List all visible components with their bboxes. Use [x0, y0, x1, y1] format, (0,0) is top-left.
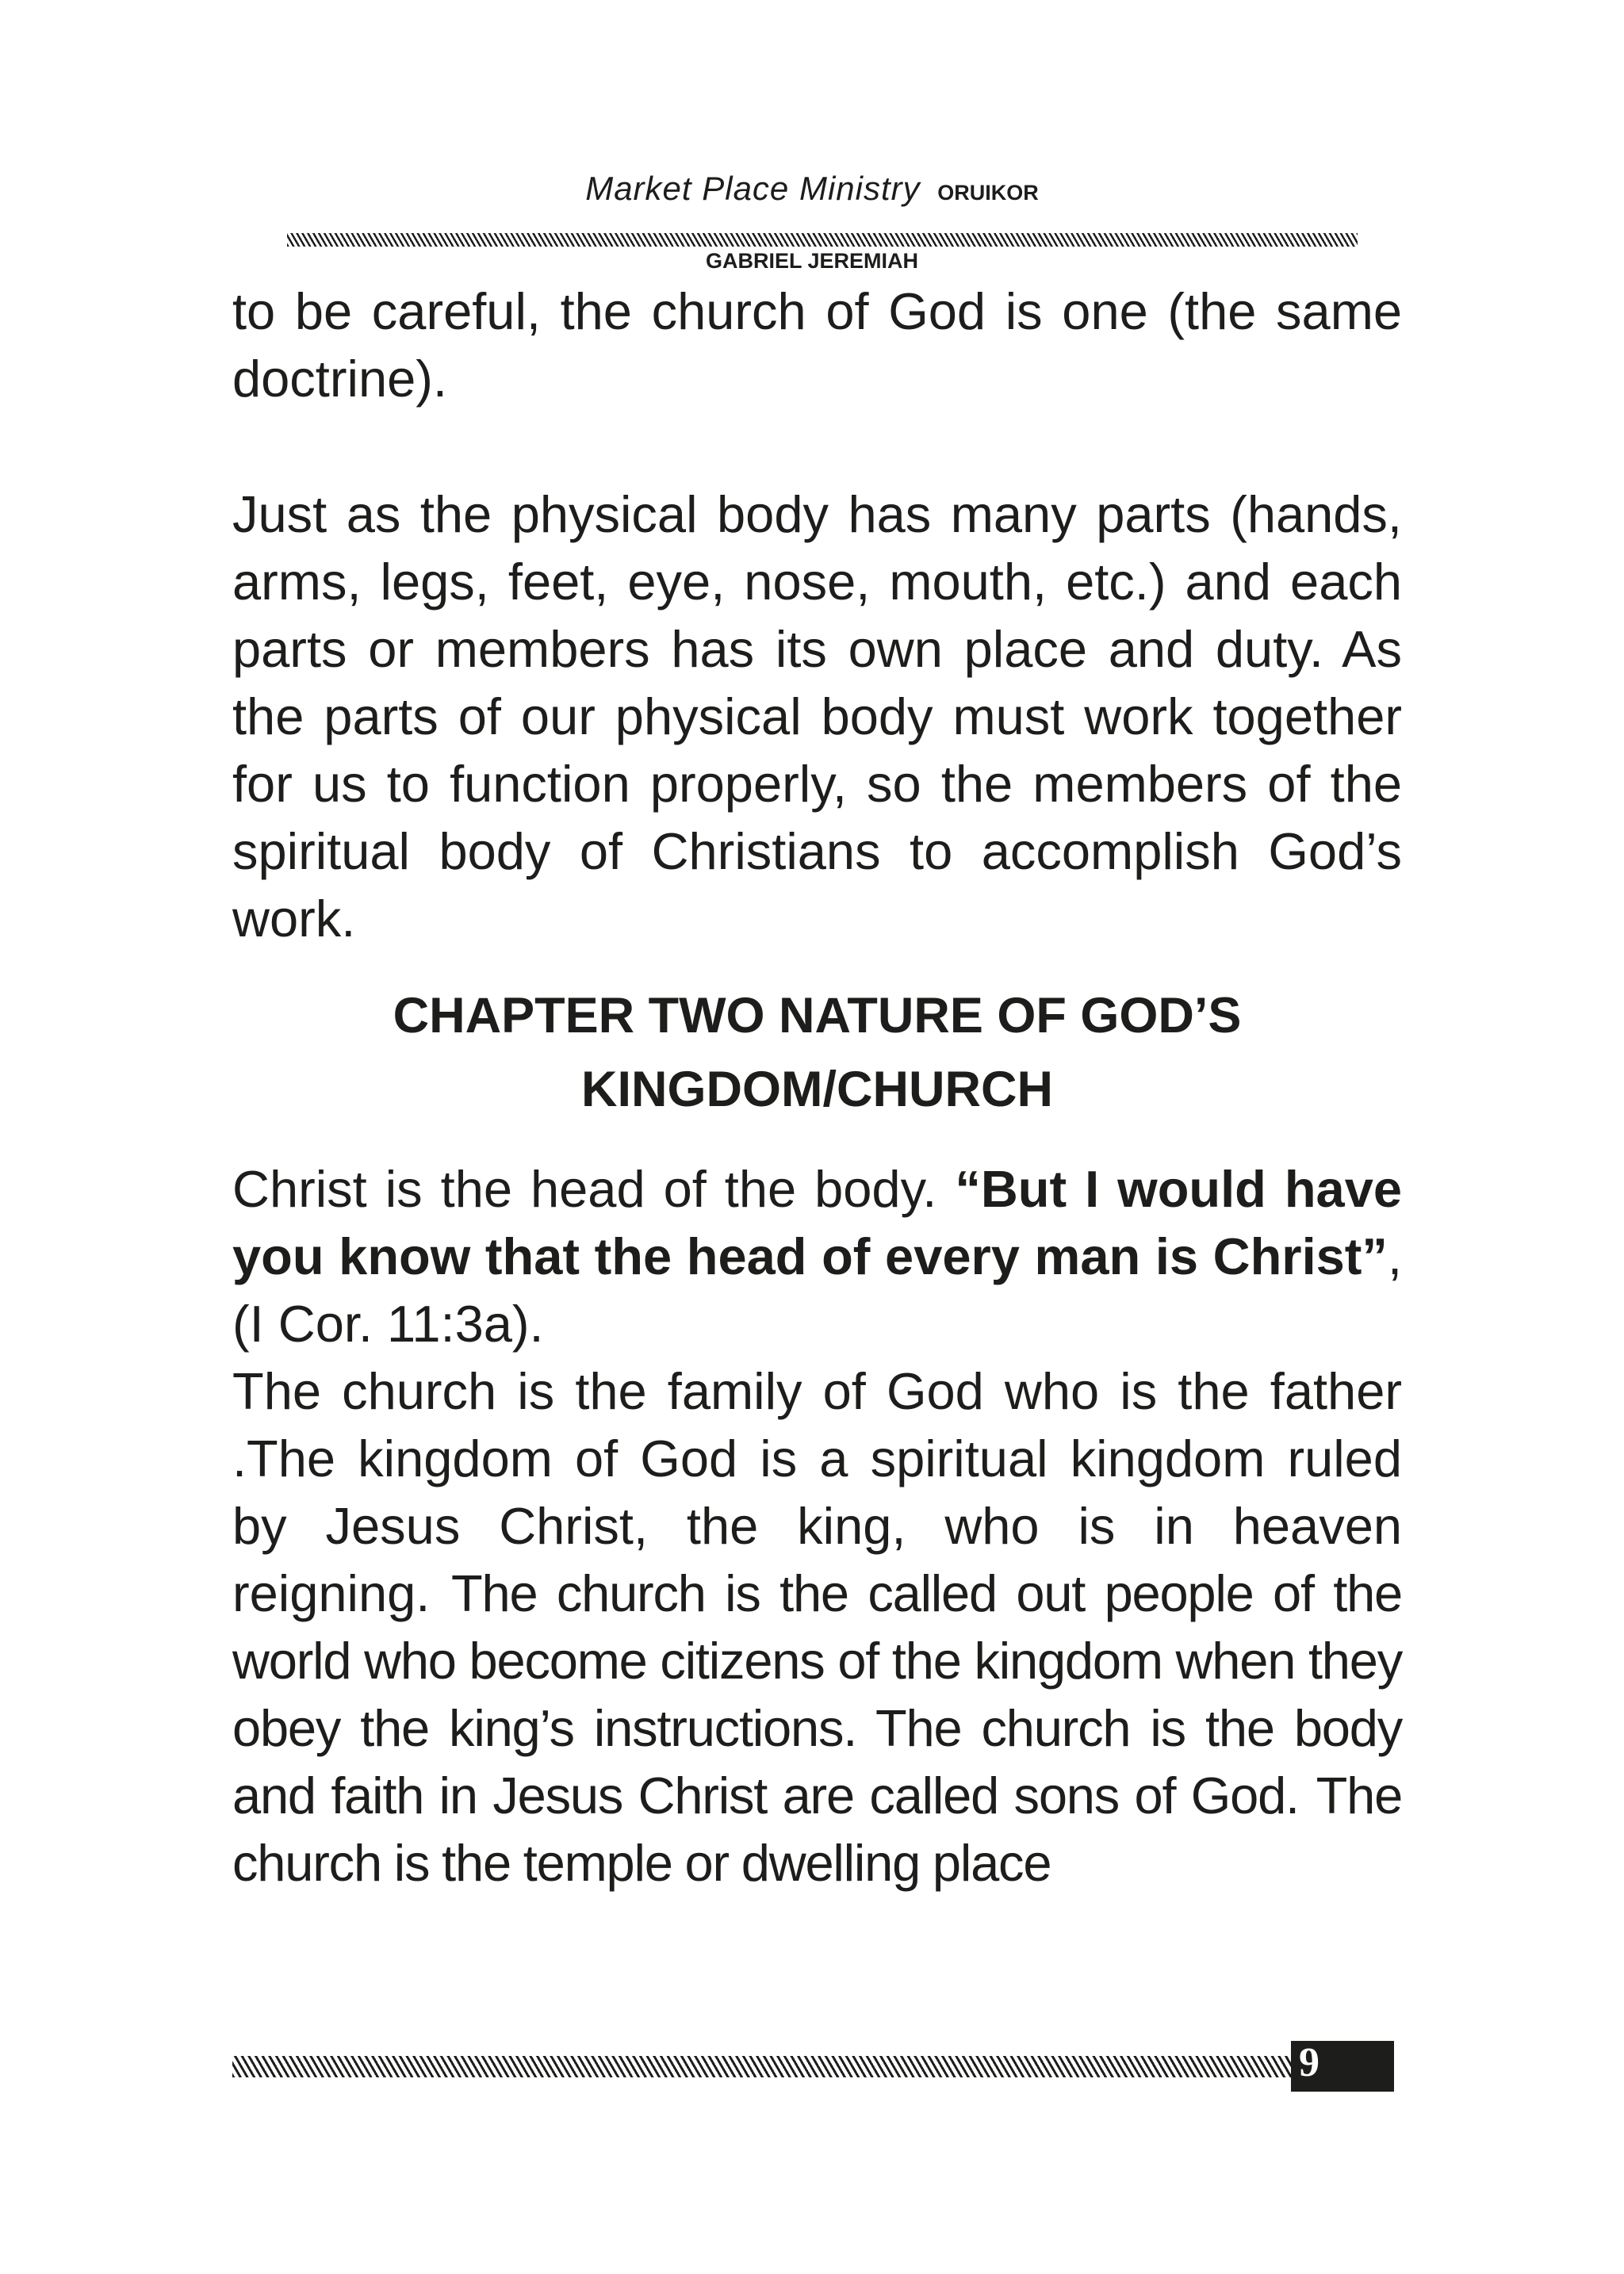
paragraph-church-family [232, 1357, 1402, 1897]
scripture-quote: “But I would have you know that the head of every man is Christ” [232, 1160, 1403, 1285]
chapter-heading-line1: CHAPTER TWO NATURE OF GOD’S [393, 988, 1242, 1043]
paragraph-text [232, 1155, 1402, 1357]
author-name-part2: GABRIEL JEREMIAH [705, 249, 919, 273]
page-number-box [1291, 2041, 1394, 2092]
series-title: Market Place Ministry [585, 170, 921, 207]
paragraph-text [232, 1357, 1402, 1897]
scripture-reference: , (I Cor. 11:3a). [232, 1227, 1402, 1353]
paragraph-continuation [232, 278, 1402, 412]
paragraph-christ-head [232, 1155, 1402, 1357]
header-hatched-rule [287, 233, 1358, 247]
paragraph-text: to be careful, the church of God is one (the same doctrine). [232, 282, 1402, 408]
paragraph-body-parts [232, 480, 1402, 952]
author-name-part1: ORUIKOR [937, 181, 1039, 205]
running-header [0, 168, 1624, 213]
paragraph-lead: Christ is the head of the body. [232, 1160, 937, 1218]
page-number: 9 [1299, 2040, 1320, 2085]
paragraph-part: The church is the called out people of the world who become citizens of the kingdom when they obey the king’s instructions. The church is the body and faith in Jesus Christ are called sons of God. [232, 1564, 1403, 1824]
paragraph-text: Just as the physical body has many parts (hands, arms, legs, feet, eye, nose, mouth, etc.) and each parts or members has its own place and duty. As the parts of our physical body must work together for us to function properly, so the members of the spiritual body of Christians to accomplish God’s work. [232, 485, 1402, 948]
chapter-heading-line2: KINGDOM/CHURCH [581, 1062, 1053, 1117]
paragraph-part: The church is the temple or dwelling place [232, 1767, 1403, 1892]
footer-hatched-rule [232, 2056, 1291, 2077]
chapter-heading [232, 979, 1402, 1127]
paragraph-part: The church is the family of God who is the father .The kingdom of God is a spiritual kingdom ruled by Jesus Christ, the king, who is in heaven reigning. [232, 1362, 1402, 1622]
